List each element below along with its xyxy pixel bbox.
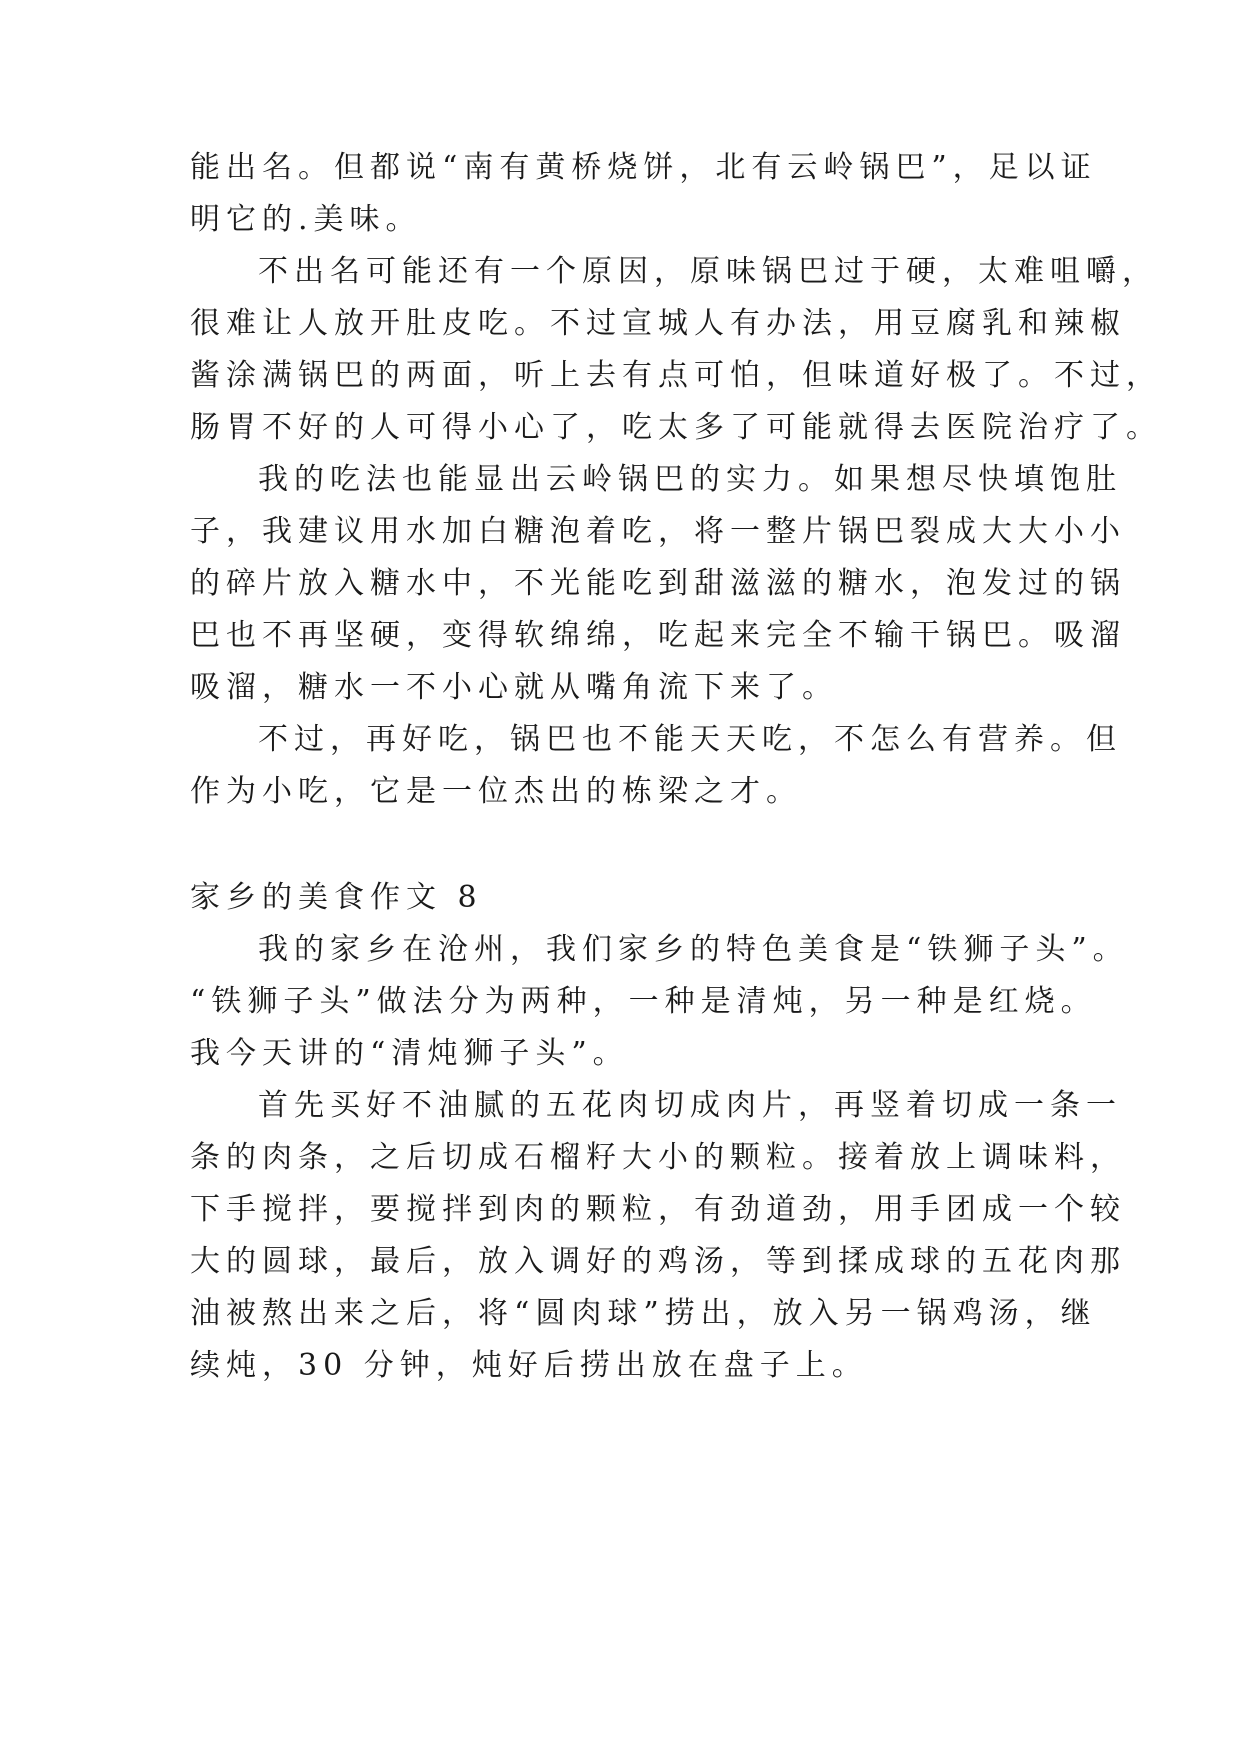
paragraph-line: 条的肉条，之后切成石榴籽大小的颗粒。接着放上调味料， <box>190 1140 1126 1175</box>
paragraph-line: 能出名。但都说“南有黄桥烧饼，北有云岭锅巴”，足以证 <box>190 150 1097 185</box>
paragraph-line: 我的家乡在沧州，我们家乡的特色美食是“铁狮子头”。 <box>258 932 1129 967</box>
paragraph-line: 不出名可能还有一个原因，原味锅巴过于硬，太难咀嚼， <box>258 254 1158 289</box>
paragraph-line: 不过，再好吃，锅巴也不能天天吃，不怎么有营养。但 <box>258 722 1122 757</box>
paragraph-line: “铁狮子头”做法分为两种，一种是清炖，另一种是红烧。 <box>190 984 1097 1019</box>
paragraph-line: 首先买好不油腻的五花肉切成肉片，再竖着切成一条一 <box>258 1088 1122 1123</box>
paragraph-line: 巴也不再坚硬，变得软绵绵，吃起来完全不输干锅巴。吸溜 <box>190 618 1126 653</box>
paragraph-line: 大的圆球，最后，放入调好的鸡汤，等到揉成球的五花肉那 <box>190 1244 1126 1279</box>
paragraph-line: 我今天讲的“清炖狮子头”。 <box>190 1036 629 1071</box>
paragraph-line: 肠胃不好的人可得小心了，吃太多了可能就得去医院治疗了。 <box>190 410 1162 445</box>
paragraph-line: 续炖，30 分钟，炖好后捞出放在盘子上。 <box>190 1348 868 1383</box>
paragraph-line: 吸溜，糖水一不小心就从嘴角流下来了。 <box>190 670 838 705</box>
paragraph-line: 我的吃法也能显出云岭锅巴的实力。如果想尽快填饱肚 <box>258 462 1122 497</box>
paragraph-line: 明它的.美味。 <box>190 202 422 237</box>
paragraph-line: 的碎片放入糖水中，不光能吃到甜滋滋的糖水，泡发过的锅 <box>190 566 1126 601</box>
paragraph-line: 油被熬出来之后，将“圆肉球”捞出，放入另一锅鸡汤，继 <box>190 1296 1097 1331</box>
paragraph-line: 酱涂满锅巴的两面，听上去有点可怕，但味道好极了。不过， <box>190 358 1162 393</box>
paragraph-line: 作为小吃，它是一位杰出的栋梁之才。 <box>190 774 802 809</box>
paragraph-line: 子，我建议用水加白糖泡着吃，将一整片锅巴裂成大大小小 <box>190 514 1126 549</box>
paragraph-line: 很难让人放开肚皮吃。不过宣城人有办法，用豆腐乳和辣椒 <box>190 306 1126 341</box>
paragraph-line: 下手搅拌，要搅拌到肉的颗粒，有劲道劲，用手团成一个较 <box>190 1192 1126 1227</box>
section-title: 家乡的美食作文 8 <box>190 880 483 915</box>
